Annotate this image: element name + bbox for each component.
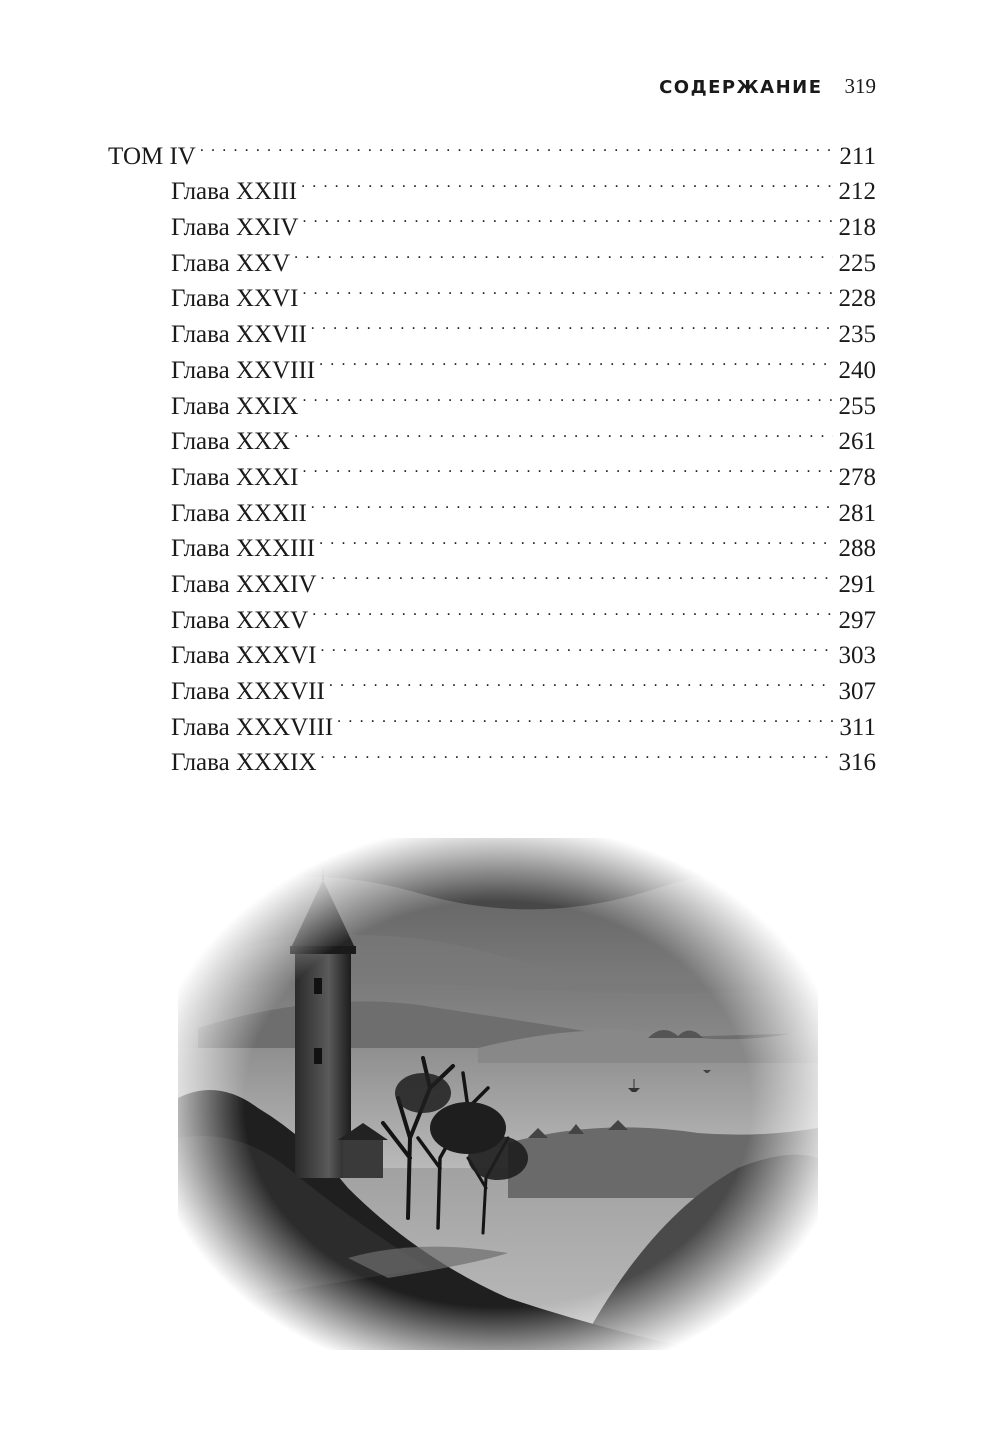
toc-chapter-page: 261 (838, 428, 876, 456)
toc-leader-dots (294, 414, 832, 450)
toc-leader-dots (329, 663, 833, 699)
toc-chapter-label: Глава XXXIX (171, 749, 317, 777)
toc-chapter-label: Глава XXXVIII (171, 713, 334, 741)
toc-chapter-label: Глава XXVII (171, 321, 307, 349)
toc-chapter-page: 212 (838, 178, 876, 206)
toc-volume-page: 211 (839, 142, 876, 170)
toc-volume-label: ТОМ IV (108, 142, 196, 170)
toc-chapter-page: 316 (838, 749, 876, 777)
toc-leader-dots (302, 449, 832, 485)
running-title: СОДЕРЖАНИЕ (659, 77, 823, 98)
toc-chapter-label: Глава XXXVI (171, 642, 317, 670)
toc-chapter-page: 235 (838, 321, 876, 349)
toc-leader-dots (311, 306, 833, 342)
toc-chapter-page: 291 (838, 570, 876, 598)
toc-chapter-label: Глава XXVI (171, 285, 299, 313)
toc-leader-dots (321, 628, 833, 664)
toc-chapter-label: Глава XXXVII (171, 678, 325, 705)
toc-chapter-label: Глава XXIV (171, 214, 299, 242)
toc-chapter-label: Глава XXXIV (171, 570, 317, 598)
toc-leader-dots (301, 164, 832, 200)
toc-leader-dots (294, 235, 832, 271)
toc-chapter-page: 218 (838, 214, 876, 242)
toc-chapter-page: 297 (838, 606, 876, 634)
page-number: 319 (844, 74, 876, 98)
toc-leader-dots (321, 735, 833, 771)
toc-chapter-label: Глава XXIII (171, 178, 298, 206)
toc-chapter-page: 240 (838, 356, 876, 384)
toc-leader-dots (312, 592, 832, 628)
toc-chapter-label: Глава XXIX (171, 392, 299, 420)
toc-chapter-label: Глава XXXII (171, 499, 307, 527)
toc-chapter-page: 278 (838, 463, 876, 491)
toc-chapter-label: Глава XXXIII (171, 535, 316, 563)
running-head (659, 74, 876, 99)
toc-chapter-label: Глава XXXI (171, 463, 299, 491)
toc-chapter-label: Глава XXXV (171, 606, 309, 634)
toc-chapter-label: Глава XXV (171, 249, 291, 277)
toc-chapter-label: Глава XXX (171, 428, 291, 456)
toc-leader-dots (200, 128, 834, 164)
engraving-tower-bay-icon (178, 838, 818, 1350)
toc-chapter-page: 288 (838, 535, 876, 563)
toc-leader-dots (319, 521, 832, 557)
toc-volume-row[interactable] (108, 128, 876, 170)
toc-chapter-page: 255 (838, 392, 876, 420)
toc-leader-dots (302, 378, 832, 414)
toc-leader-dots (337, 699, 833, 735)
toc-chapter-label: Глава XXVIII (171, 356, 316, 384)
toc-chapter-page: 281 (838, 499, 876, 527)
toc-chapter-page: 225 (838, 249, 876, 277)
toc-leader-dots (302, 199, 832, 235)
toc-chapter-page: 228 (838, 285, 876, 313)
toc-chapter-page: 303 (838, 642, 876, 670)
toc-leader-dots (321, 556, 833, 592)
toc-leader-dots (302, 271, 832, 307)
toc-leader-dots (311, 485, 833, 521)
toc-chapter-row[interactable] (108, 164, 876, 206)
toc-chapter-page: 311 (839, 713, 876, 741)
toc-chapter-page: 307 (838, 678, 876, 705)
toc-leader-dots (319, 342, 832, 378)
table-of-contents (108, 128, 876, 777)
